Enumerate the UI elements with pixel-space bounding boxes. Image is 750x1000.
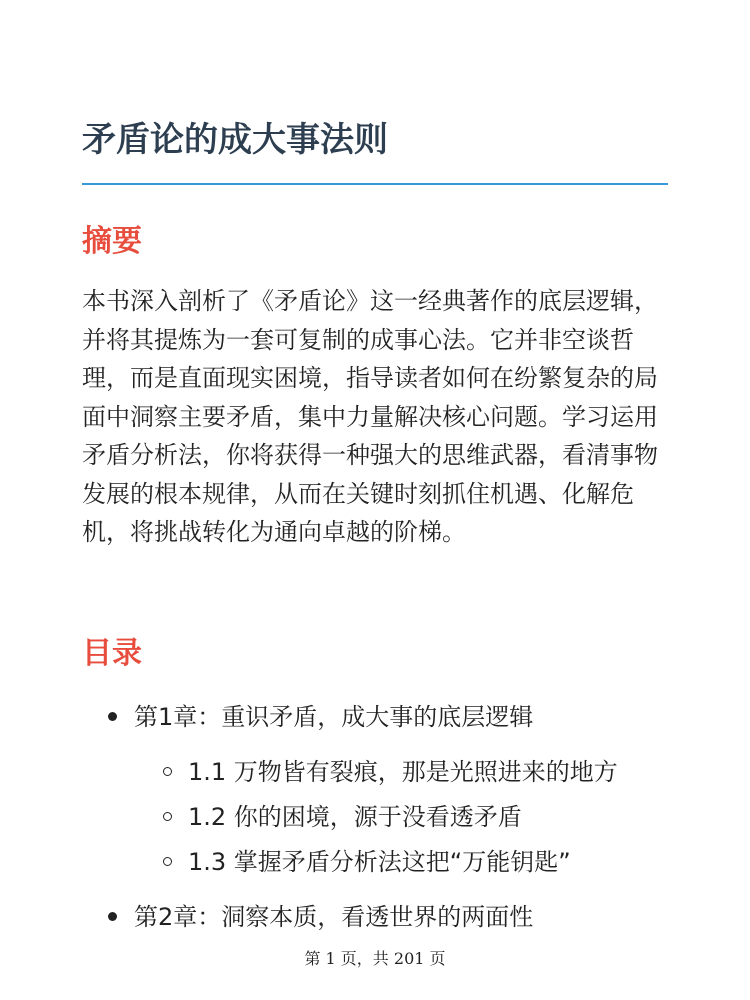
- hollow-bullet-icon: [163, 767, 172, 776]
- toc-section-label: 1.2 你的困境，源于没看透矛盾: [188, 803, 522, 831]
- toc-section-1-3[interactable]: [188, 845, 571, 879]
- toc-section-1-2[interactable]: [188, 800, 522, 834]
- toc-heading: 目录: [82, 636, 142, 671]
- document-title: 矛盾论的成大事法则: [82, 120, 388, 160]
- page-footer: 第 1 页，共 201 页: [304, 949, 446, 968]
- toc-chapter-label: 第2章：洞察本质，看透世界的两面性: [134, 903, 534, 931]
- title-divider: [82, 183, 668, 185]
- toc-chapter-1[interactable]: [134, 700, 533, 734]
- hollow-bullet-icon: [163, 812, 172, 821]
- summary-heading: 摘要: [82, 224, 142, 259]
- toc-section-label: 1.3 掌握矛盾分析法这把“万能钥匙”: [188, 848, 571, 876]
- toc-section-label: 1.1 万物皆有裂痕，那是光照进来的地方: [188, 758, 618, 786]
- toc-section-1-1[interactable]: [188, 755, 618, 789]
- filled-bullet-icon: [108, 912, 117, 921]
- filled-bullet-icon: [108, 712, 117, 721]
- hollow-bullet-icon: [163, 857, 172, 866]
- toc-chapter-label: 第1章：重识矛盾，成大事的底层逻辑: [134, 703, 534, 731]
- summary-paragraph: 本书深入剖析了《矛盾论》这一经典著作的底层逻辑，并将其提炼为一套可复制的成事心法。它并非空谈哲理，而是直面现实困境，指导读者如何在纷繁复杂的局面中洞察主要矛盾，集中力量解决核心问题。学习运用矛盾分析法，你将获得一种强大的思维武器，看清事物发展的根本规律，从而在关键时刻抓住机遇、化解危机，将挑战转化为通向卓越的阶梯。: [82, 287, 658, 546]
- toc-chapter-2[interactable]: [134, 900, 533, 934]
